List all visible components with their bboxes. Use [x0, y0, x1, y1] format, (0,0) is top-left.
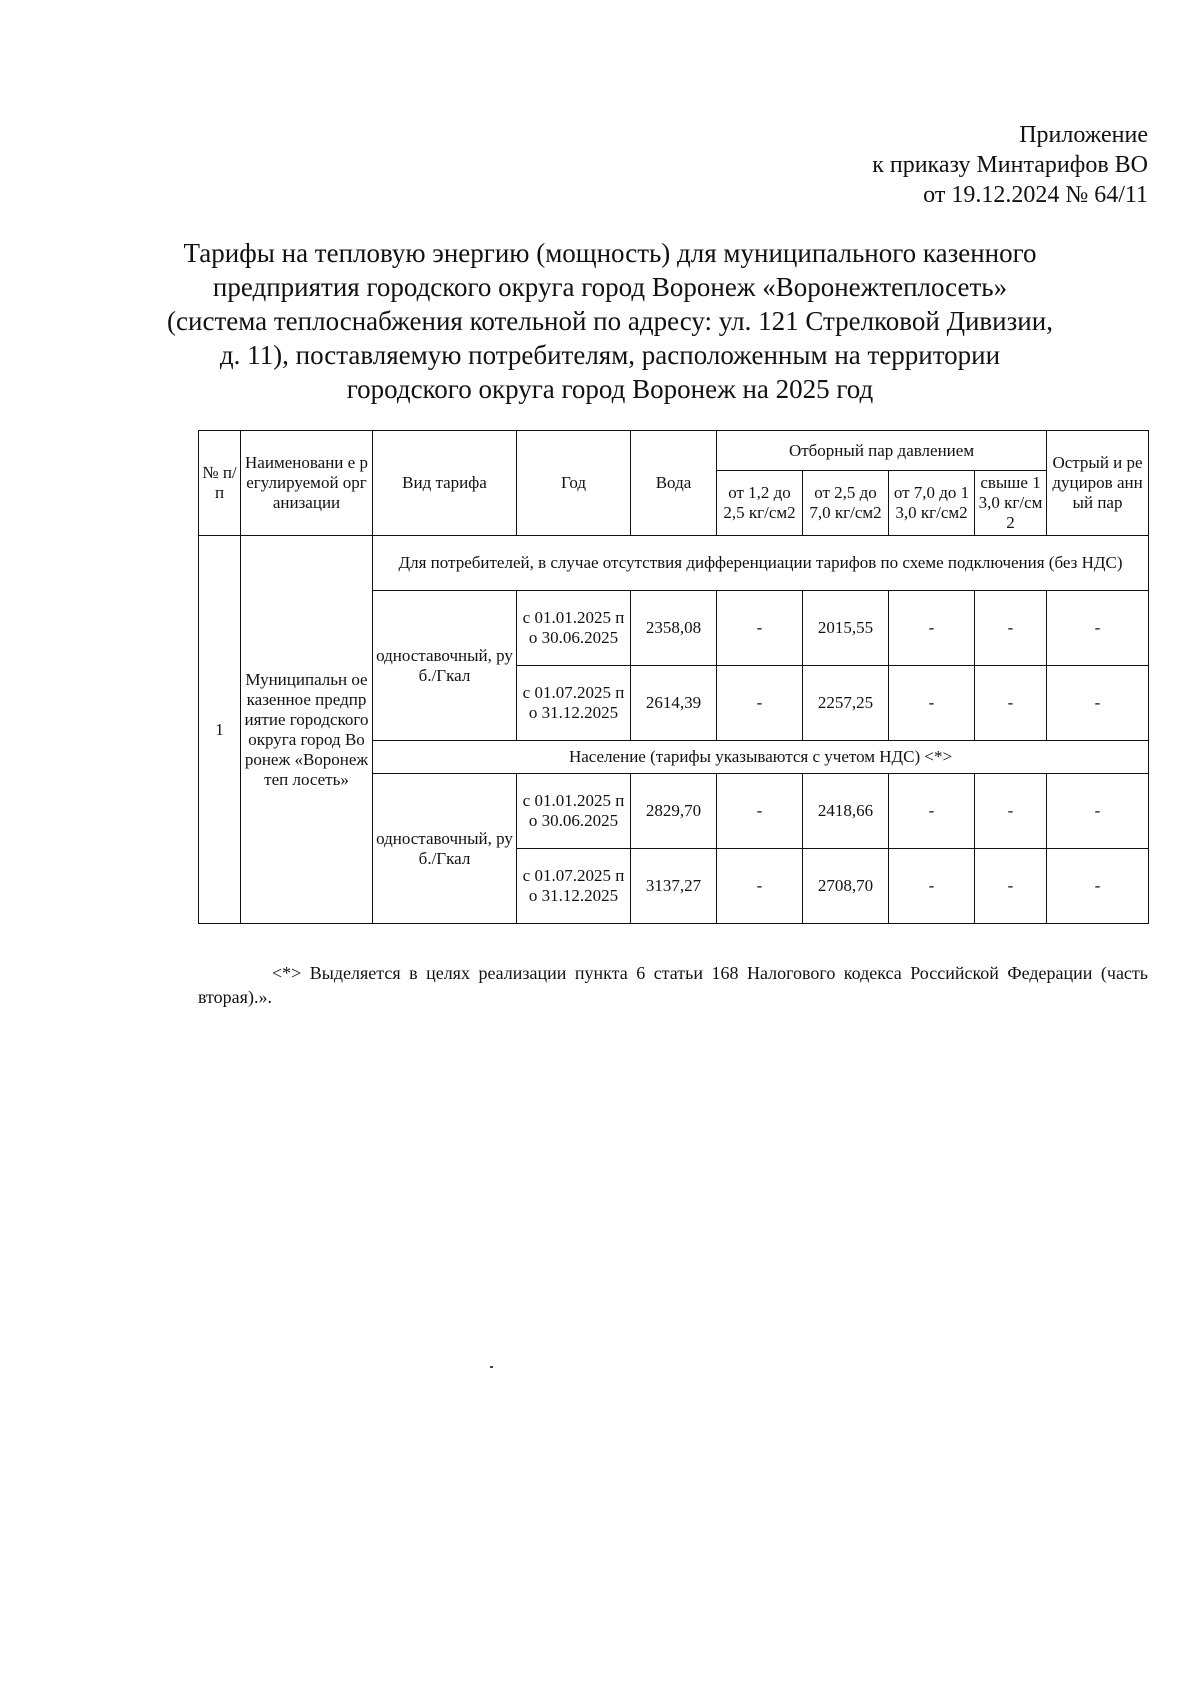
- title-line: д. 11), поставляемую потребителям, расположенным на территории: [219, 340, 1001, 370]
- row-number: 1: [199, 536, 241, 924]
- tariff-type: одноставочный, руб./Гкал: [373, 774, 517, 924]
- steam-3-value: -: [889, 666, 975, 741]
- tariff-type: одноставочный, руб./Гкал: [373, 591, 517, 741]
- header-num: № п/п: [199, 431, 241, 536]
- period: с 01.01.2025 по 30.06.2025: [517, 774, 631, 849]
- footnote: <*> Выделяется в целях реализации пункта 6 статьи 168 Налогового кодекса Российской Федерации (часть вторая).».: [198, 963, 1148, 1007]
- period: с 01.01.2025 по 30.06.2025: [517, 591, 631, 666]
- header-steam-4: свыше 13,0 кг/см2: [975, 471, 1047, 536]
- header-steam-2: от 2,5 до 7,0 кг/см2: [803, 471, 889, 536]
- header-steam-3: от 7,0 до 13,0 кг/см2: [889, 471, 975, 536]
- water-value: 2614,39: [631, 666, 717, 741]
- header-steam-1: от 1,2 до 2,5 кг/см2: [717, 471, 803, 536]
- period: с 01.07.2025 по 31.12.2025: [517, 666, 631, 741]
- header-row: [199, 431, 1149, 471]
- header-year: Год: [517, 431, 631, 536]
- appendix-line: от 19.12.2024 № 64/11: [923, 182, 1148, 208]
- appendix-line: Приложение: [1019, 122, 1148, 148]
- steam-3-value: -: [889, 774, 975, 849]
- header-water: Вода: [631, 431, 717, 536]
- steam-4-value: -: [975, 774, 1047, 849]
- organization-name: Муниципальн ое казенное предприятие городского округа город Воронеж «Воронежтеп лосеть»: [241, 536, 373, 924]
- sharp-steam-value: -: [1047, 591, 1149, 666]
- appendix-line: к приказу Минтарифов ВО: [872, 152, 1148, 178]
- sharp-steam-value: -: [1047, 666, 1149, 741]
- period: с 01.07.2025 по 31.12.2025: [517, 849, 631, 924]
- steam-4-value: -: [975, 666, 1047, 741]
- title-line: Тарифы на тепловую энергию (мощность) для муниципального казенного: [183, 238, 1037, 268]
- appendix-block: [448, 120, 1148, 210]
- title-line: (система теплоснабжения котельной по адресу: ул. 121 Стрелковой Дивизии,: [167, 306, 1053, 336]
- sharp-steam-value: -: [1047, 774, 1149, 849]
- steam-3-value: -: [889, 591, 975, 666]
- title-line: предприятия городского округа город Воронеж «Воронежтеплосеть»: [212, 272, 1008, 302]
- section-title: Население (тарифы указываются с учетом НДС) <*>: [373, 741, 1149, 774]
- water-value: 2829,70: [631, 774, 717, 849]
- title-line: городского округа город Воронеж на 2025 год: [346, 374, 874, 404]
- section-title-row: [199, 536, 1149, 591]
- steam-2-value: 2015,55: [803, 591, 889, 666]
- steam-4-value: -: [975, 849, 1047, 924]
- header-steam: Отборный пар давлением: [717, 431, 1047, 471]
- steam-2-value: 2708,70: [803, 849, 889, 924]
- header-tariff-type: Вид тарифа: [373, 431, 517, 536]
- steam-3-value: -: [889, 849, 975, 924]
- scan-artifact: [490, 1366, 493, 1368]
- steam-2-value: 2418,66: [803, 774, 889, 849]
- sharp-steam-value: -: [1047, 849, 1149, 924]
- steam-1-value: -: [717, 591, 803, 666]
- tariffs-table: [198, 430, 1149, 924]
- header-sharp-steam: Острый и редуциров анный пар: [1047, 431, 1149, 536]
- water-value: 2358,08: [631, 591, 717, 666]
- water-value: 3137,27: [631, 849, 717, 924]
- steam-1-value: -: [717, 666, 803, 741]
- steam-1-value: -: [717, 774, 803, 849]
- steam-4-value: -: [975, 591, 1047, 666]
- document-title: [150, 236, 1070, 406]
- steam-1-value: -: [717, 849, 803, 924]
- section-title: Для потребителей, в случае отсутствия дифференциации тарифов по схеме подключения (без НДС): [373, 536, 1149, 591]
- steam-2-value: 2257,25: [803, 666, 889, 741]
- header-org: Наименовани е регулируемой организации: [241, 431, 373, 536]
